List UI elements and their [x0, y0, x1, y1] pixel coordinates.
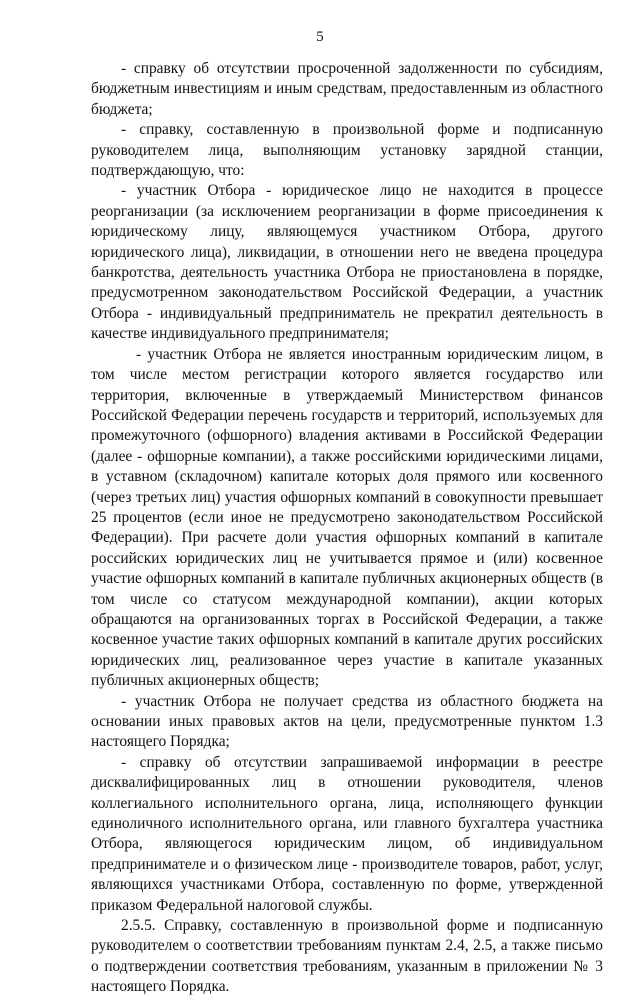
paragraph-no-reorganization: - участник Отбора - юридическое лицо не находится в процессе реорганизации (за исключением реорганизации в форме присоединения к юридическому лицу, являющемуся участником Отбора, другого юридического лица), ликвидации, в отношении него не введена процедура банкротства, деятельность участника Отбора не приостановлена в порядке, предусмотренном законодательством Российской Федерации, а участник Отбора - индивидуальный предприниматель не прекратил деятельность в качестве индивидуального предпринимателя; [91, 182, 603, 343]
paragraph-overdue-debt-certificate: - справку об отсутствии просроченной задолженности по субсидиям, бюджетным инвестициям и иным средствам, предоставленным из областного бюджета; [91, 60, 603, 118]
paragraph-free-form-certificate: - справку, составленную в произвольной форме и подписанную руководителем лица, выполняющим установку зарядной станции, подтверждающую, что: [91, 121, 603, 180]
paragraph-not-foreign-entity: - участник Отбора не является иностранным юридическим лицом, в том числе местом регистрации которого является государство или территория, включенные в утверждаемый Министерством финансов Российской Федерации перечень государств и территорий, используемых для промежуточного (офшорного) владения активами в Российской Федерации (далее - офшорные компании), а также российскими юридическими лицами, в уставном (складочном) капитале которых доля прямого или косвенного (через третьих лиц) участия офшорных компаний в совокупности превышает 25 процентов (если иное не предусмотрено законодательством Российской Федерации). При расчете доли участия офшорных компаний в капитале российских юридических лиц не учитывается прямое и (или) косвенное участие офшорных компаний в капитале публичных акционерных обществ (в том числе со статусом международной компании), акции которых обращаются на организованных торгах в Российской Федерации, а также косвенное участие таких офшорных компаний в капитале других российских юридических лиц, реализованное через участие в капитале указанных публичных акционерных обществ; [91, 345, 603, 690]
document-body [91, 59, 603, 998]
paragraph-no-regional-funds: - участник Отбора не получает средства из областного бюджета на основании иных правовых актов на цели, предусмотренные пунктом 1.3 настоящего Порядка; [91, 692, 603, 751]
page-number: 5 [316, 29, 324, 45]
paragraph-2-5-5: 2.5.5. Справку, составленную в произвольной форме и подписанную руководителем о соответствии требованиям пунктам 2.4, 2.5, а также письмо о подтверждении соответствия требованиям, указанным в приложении № 3 настоящего Порядка. [91, 917, 603, 996]
paragraph-disqualified-registry: - справку об отсутствии запрашиваемой информации в реестре дисквалифицированных лиц в отношении руководителя, членов коллегиального исполнительного органа, лица, исполняющего функции единоличного исполнительного органа, или главного бухгалтера участника Отбора, являющегося юридическим лицом, об индивидуальном предпринимателе и о физическом лице - производителе товаров, работ, услуг, являющихся участниками Отбора, составленную по форме, утвержденной приказом Федеральной налоговой службы. [91, 753, 603, 914]
